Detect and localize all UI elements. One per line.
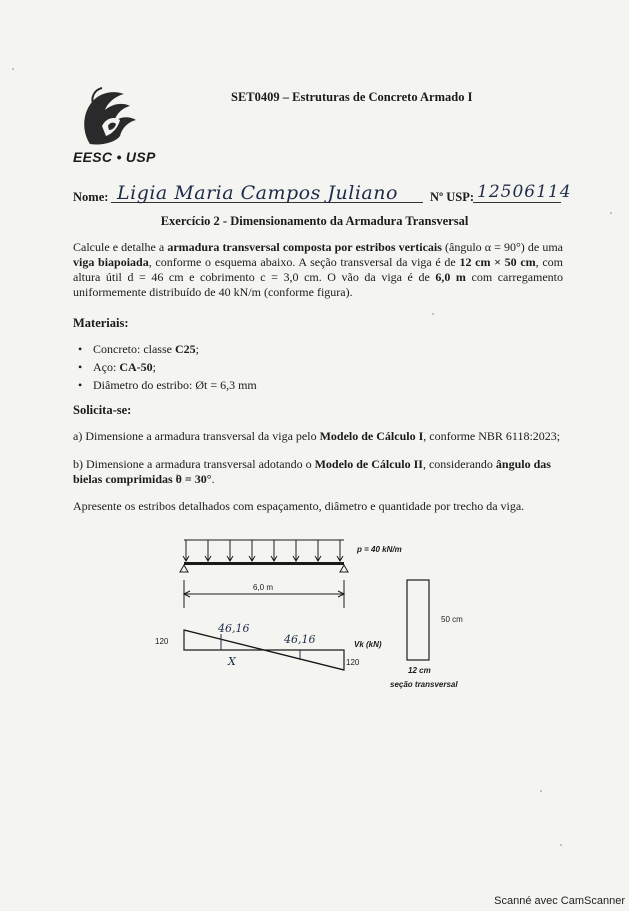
- intro-paragraph: [73, 240, 563, 300]
- eesc-logo-icon: [72, 82, 152, 152]
- material-label: Concreto: classe: [93, 342, 175, 356]
- list-item: [76, 358, 257, 376]
- shear-left-value: 120: [155, 637, 169, 646]
- nusp-label: Nº USP:: [430, 190, 475, 204]
- request-bold: Modelo de Cálculo I: [319, 429, 424, 443]
- name-label: Nome:: [73, 190, 109, 204]
- intro-text: com carregamento uniformemente distribuído de 40 kN/m (conforme figura).: [73, 270, 564, 299]
- section-width-label: 12 cm: [408, 666, 431, 675]
- request-text: .: [211, 472, 215, 486]
- handwritten-mark: X: [228, 655, 236, 668]
- request-text: a) Dimensione a armadura transversal da viga pelo: [73, 429, 320, 443]
- name-value: Ligia Maria Campos Juliano: [117, 182, 398, 204]
- request-text: b) Dimensione a armadura transversal adotando o: [73, 457, 315, 471]
- course-title: SET0409 – Estruturas de Concreto Armado I: [231, 90, 473, 104]
- intro-bold: viga biapoiada: [73, 255, 149, 269]
- request-item-a: [73, 429, 563, 444]
- material-label: Aço:: [93, 360, 120, 374]
- right-support-icon: [340, 565, 348, 572]
- logo-text: EESC • USP: [73, 149, 156, 165]
- intro-text: , com altura útil d = 46 cm e cobrimento c = 3,0 cm. O vão da viga é de: [73, 255, 564, 284]
- load-label: p = 40 kN/m: [357, 545, 402, 554]
- material-value: CA-50: [119, 360, 153, 374]
- handwritten-left-value: 46,16: [218, 622, 250, 635]
- handwritten-right-value: 46,16: [284, 633, 316, 646]
- list-item: [76, 340, 257, 358]
- material-suffix: ;: [195, 342, 199, 356]
- left-support-icon: [180, 565, 188, 572]
- scan-speck: [560, 844, 562, 846]
- request-text: , conforme NBR 6118:2023;: [423, 429, 561, 443]
- cross-section: [407, 580, 429, 660]
- scan-speck: [540, 790, 542, 792]
- materials-list: [76, 340, 257, 394]
- material-suffix: ;: [152, 360, 156, 374]
- scanner-watermark: Scanné avec CamScanner: [494, 895, 625, 907]
- request-text: , considerando: [422, 457, 496, 471]
- material-value: C25: [174, 342, 196, 356]
- span-label: 6,0 m: [253, 583, 274, 592]
- request-bold: Modelo de Cálculo II: [314, 457, 423, 471]
- request-bold: ângulo das bielas comprimidas θ = 30°: [73, 457, 551, 486]
- beam: [184, 562, 344, 565]
- list-item: [76, 376, 257, 394]
- section-height-label: 50 cm: [441, 615, 463, 624]
- scan-speck: [432, 313, 434, 315]
- student-info-row: [73, 182, 572, 208]
- distributed-load: [183, 540, 344, 561]
- nusp-underline: [473, 202, 561, 203]
- shear-axis-label: Vk (kN): [354, 640, 382, 649]
- material-label: Diâmetro do estribo:: [93, 378, 196, 392]
- requests-heading: Solicita-se:: [73, 403, 132, 417]
- request-item-b: [73, 457, 563, 487]
- intro-bold: 6,0 m: [435, 270, 466, 284]
- material-value: Øt = 6,3 mm: [195, 378, 257, 392]
- intro-bold: 12 cm × 50 cm: [459, 255, 536, 269]
- intro-text: , conforme o esquema abaixo. A seção transversal da viga é de: [148, 255, 460, 269]
- intro-text: Calcule e detalhe a: [73, 240, 168, 254]
- nusp-value: 12506114: [477, 182, 572, 202]
- beam-diagram: [150, 534, 480, 704]
- intro-text: (ângulo α = 90°) de uma: [441, 240, 563, 254]
- exercise-title: Exercício 2 - Dimensionamento da Armadura Transversal: [160, 214, 469, 228]
- scan-speck: [12, 68, 14, 70]
- materials-heading: Materiais:: [73, 316, 129, 330]
- shear-diagram: [184, 630, 344, 670]
- closing-paragraph: Apresente os estribos detalhados com espaçamento, diâmetro e quantidade por trecho da viga.: [73, 499, 525, 513]
- intro-bold: armadura transversal composta por estribos verticais: [167, 240, 442, 254]
- shear-right-value: 120: [346, 658, 360, 667]
- section-caption: seção transversal: [390, 680, 458, 689]
